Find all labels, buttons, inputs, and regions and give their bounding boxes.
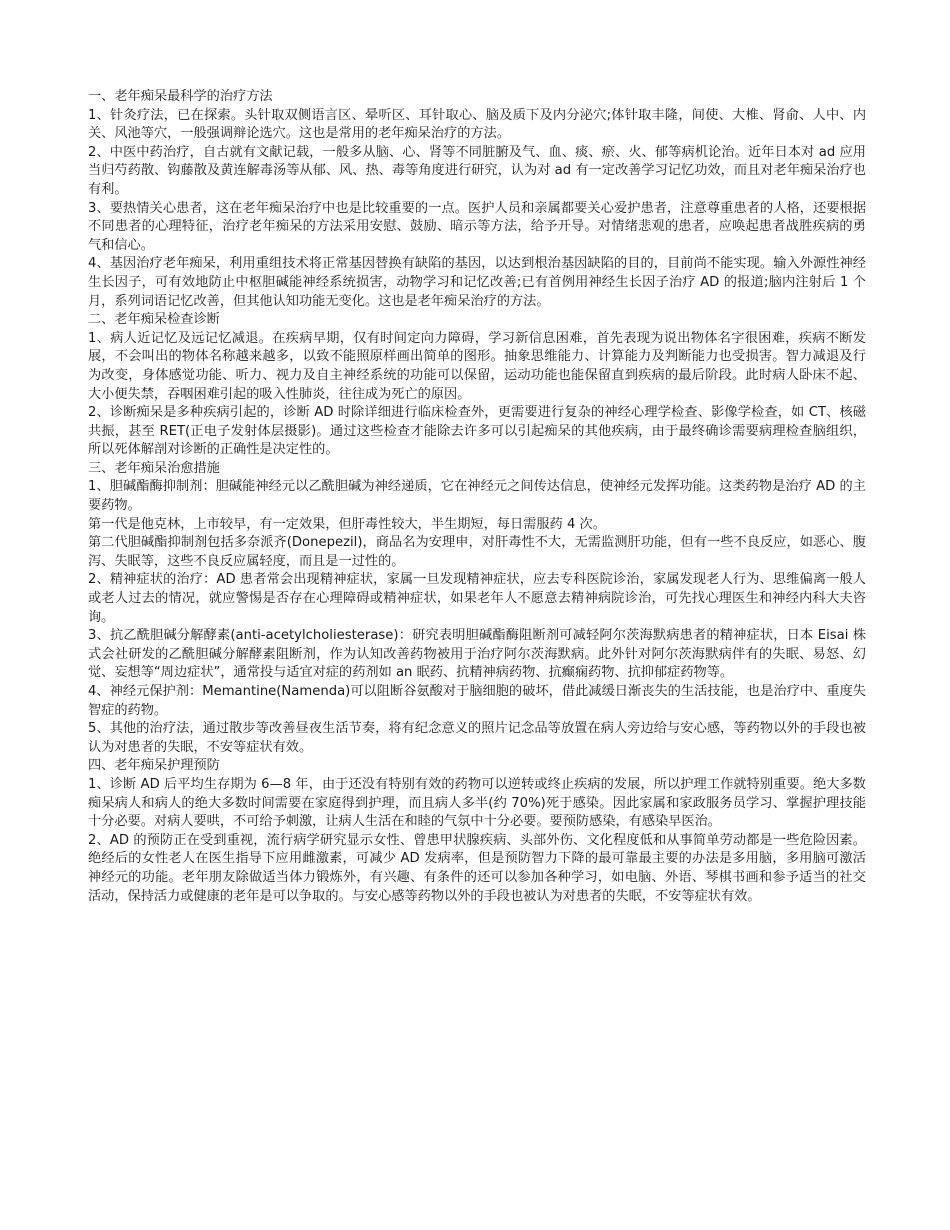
- section-heading: 四、老年痴呆护理预防: [88, 758, 220, 774]
- paragraph: 2、AD 的预防正在受到重视，流行病学研究显示女性、曾患甲状腺疾病、头部外伤、文化程度低和从事简单劳动都是一些危险因素。绝经后的女性老人在医生指导下应用雌激素，可减少 AD 发病率，但是预防智力下降的最可靠最主要的办法是多用脑，多用脑可激活神经元的功能。老年朋友除做适当体力锻炼外，有兴趣、有条件的还可以参加各种学习，如电脑、外语、琴棋书画和参予适当的社交活动，保持活力或健康的老年是可以争取的。与安心感等药物以外的手段也被认为对患者的失眠，不安等症状有效。: [88, 832, 866, 904]
- paragraph: 1、胆碱酯酶抑制剂：胆碱能神经元以乙酰胆碱为神经递质，它在神经元之间传达信息，使神经元发挥功能。这类药物是治疗 AD 的主要药物。: [88, 479, 866, 514]
- paragraph: 第一代是他克林，上市较早，有一定效果，但肝毒性较大，半生期短，每日需服药 4 次。: [88, 516, 606, 532]
- paragraph: 2、中医中药治疗，自古就有文献记载，一般多从脑、心、肾等不同脏腑及气、血、痰、瘀、火、郁等病机论治。近年日本对 ad 应用当归芍药散、钩藤散及黄连解毒汤等从郁、风、热、毒等角度进行研究，认为对 ad 有一定改善学习记忆功效，而且对老年痴呆治疗也有利。: [88, 144, 866, 197]
- section-care-prevention: [88, 757, 866, 906]
- section-heading: 三、老年痴呆治愈措施: [88, 460, 220, 476]
- section-heading: 一、老年痴呆最科学的治疗方法: [88, 89, 273, 104]
- paragraph: 3、抗乙酰胆碱分解酵素(anti-acetylcholiesterase)：研究表明胆碱酯酶阻断剂可减轻阿尔茨海默病患者的精神症状，日本 Eisai 株式会社研发的乙酰胆碱分解酵素阻断剂，作为认知改善药物被用于治疗阿尔茨海默病。此外针对阿尔茨海默病伴有的失眠、易怒、幻觉、妄想等“周边症状”，通常投与适宜对症的药剂如 an 眠药、抗精神病药物、抗癫痫药物、抗抑郁症药物等。: [88, 628, 866, 681]
- section-treatment-methods: [88, 88, 866, 311]
- paragraph: 1、病人近记忆及远记忆减退。在疾病早期，仅有时间定向力障碍，学习新信息困难，首先表现为说出物体名字很困难，疾病不断发展，不会叫出的物体名称越来越多，以致不能照原样画出简单的图形。抽象思维能力、计算能力及判断能力也受损害。智力减退及行为改变，身体感觉功能、听力、视力及自主神经系统的功能可以保留，运动功能也能保留直到疾病的最后阶段。此时病人卧床不起、大小便失禁，吞咽困难引起的吸入性肺炎，往往成为死亡的原因。: [88, 330, 866, 402]
- paragraph: 3、要热情关心患者，这在老年痴呆治疗中也是比较重要的一点。医护人员和亲属都要关心爱护患者，注意尊重患者的人格，还要根据不同患者的心理特征，治疗老年痴呆的方法采用安慰、鼓励、暗示等方法，给予开导。对情绪悲观的患者，应唤起患者战胜疾病的勇气和信心。: [88, 200, 866, 253]
- paragraph: 2、精神症状的治疗：AD 患者常会出现精神症状，家属一旦发现精神症状，应去专科医院诊治，家属发现老人行为、思维偏离一般人或老人过去的情况，就应警惕是否存在心理障碍或精神症状，如果老年人不愿意去精神病院诊治，可先找心理医生和神经内科大夫咨询。: [88, 572, 866, 625]
- paragraph: 5、其他的治疗法，通过散步等改善昼夜生活节奏，将有纪念意义的照片记念品等放置在病人旁边给与安心感，等药物以外的手段也被认为对患者的失眠，不安等症状有效。: [88, 721, 866, 755]
- section-heading: 二、老年痴呆检查诊断: [88, 312, 220, 328]
- paragraph: 1、针灸疗法，已在探索。头针取双侧语言区、晕听区、耳针取心、脑及质下及内分泌穴;体针取丰隆，间使、大椎、肾俞、人中、内关、风池等穴，一般强调辩论选穴。这也是常用的老年痴呆治疗的方法。: [88, 107, 866, 142]
- section-cure-measures: [88, 460, 866, 758]
- paragraph: 4、基因治疗老年痴呆，利用重组技术将正常基因替换有缺陷的基因，以达到根治基因缺陷的目的，目前尚不能实现。输入外源性神经生长因子，可有效地防止中枢胆碱能神经系统损害，动物学习和记忆改善;已有首例用神经生长因子治疗 AD 的报道;脑内注射后 1 个月，系列词语记忆改善，但其他认知功能无变化。这也是老年痴呆治疗的方法。: [88, 256, 866, 309]
- section-diagnosis: [88, 311, 866, 460]
- paragraph: 第二代胆碱酯抑制剂包括多奈派齐(Donepezil)，商品名为安理申，对肝毒性不大，无需监测肝功能，但有一些不良反应，如恶心、腹泻、失眠等，这些不良反应属轻度，而且是一过性的。: [88, 535, 866, 569]
- document-body: [88, 88, 866, 906]
- paragraph: 1、诊断 AD 后平均生存期为 6—8 年，由于还没有特别有效的药物可以逆转或终止疾病的发展，所以护理工作就特别重要。绝大多数痴呆病人和病人的绝大多数时间需要在家庭得到护理，而且病人多半(约 70%)死于感染。因此家属和家政服务员学习、掌握护理技能十分必要。对病人要哄，不可给予刺激，让病人生活在和睦的气氛中十分必要。要预防感染，有感染早医治。: [88, 776, 866, 830]
- paragraph: 2、诊断痴呆是多种疾病引起的，诊断 AD 时除详细进行临床检查外，更需要进行复杂的神经心理学检查、影像学检查，如 CT、核磁共振，甚至 RET(正电子发射体层摄影)。通过这些检查才能除去许多可以引起痴呆的其他疾病，由于最终确诊需要病理检查脑组织，所以死体解剖对诊断的正确性是决定性的。: [88, 405, 866, 458]
- paragraph: 4、神经元保护剂：Memantine(Namenda)可以阻断谷氨酸对于脑细胞的破坏，借此减缓日渐丧失的生活技能，也是治疗中、重度失智症的药物。: [88, 684, 866, 718]
